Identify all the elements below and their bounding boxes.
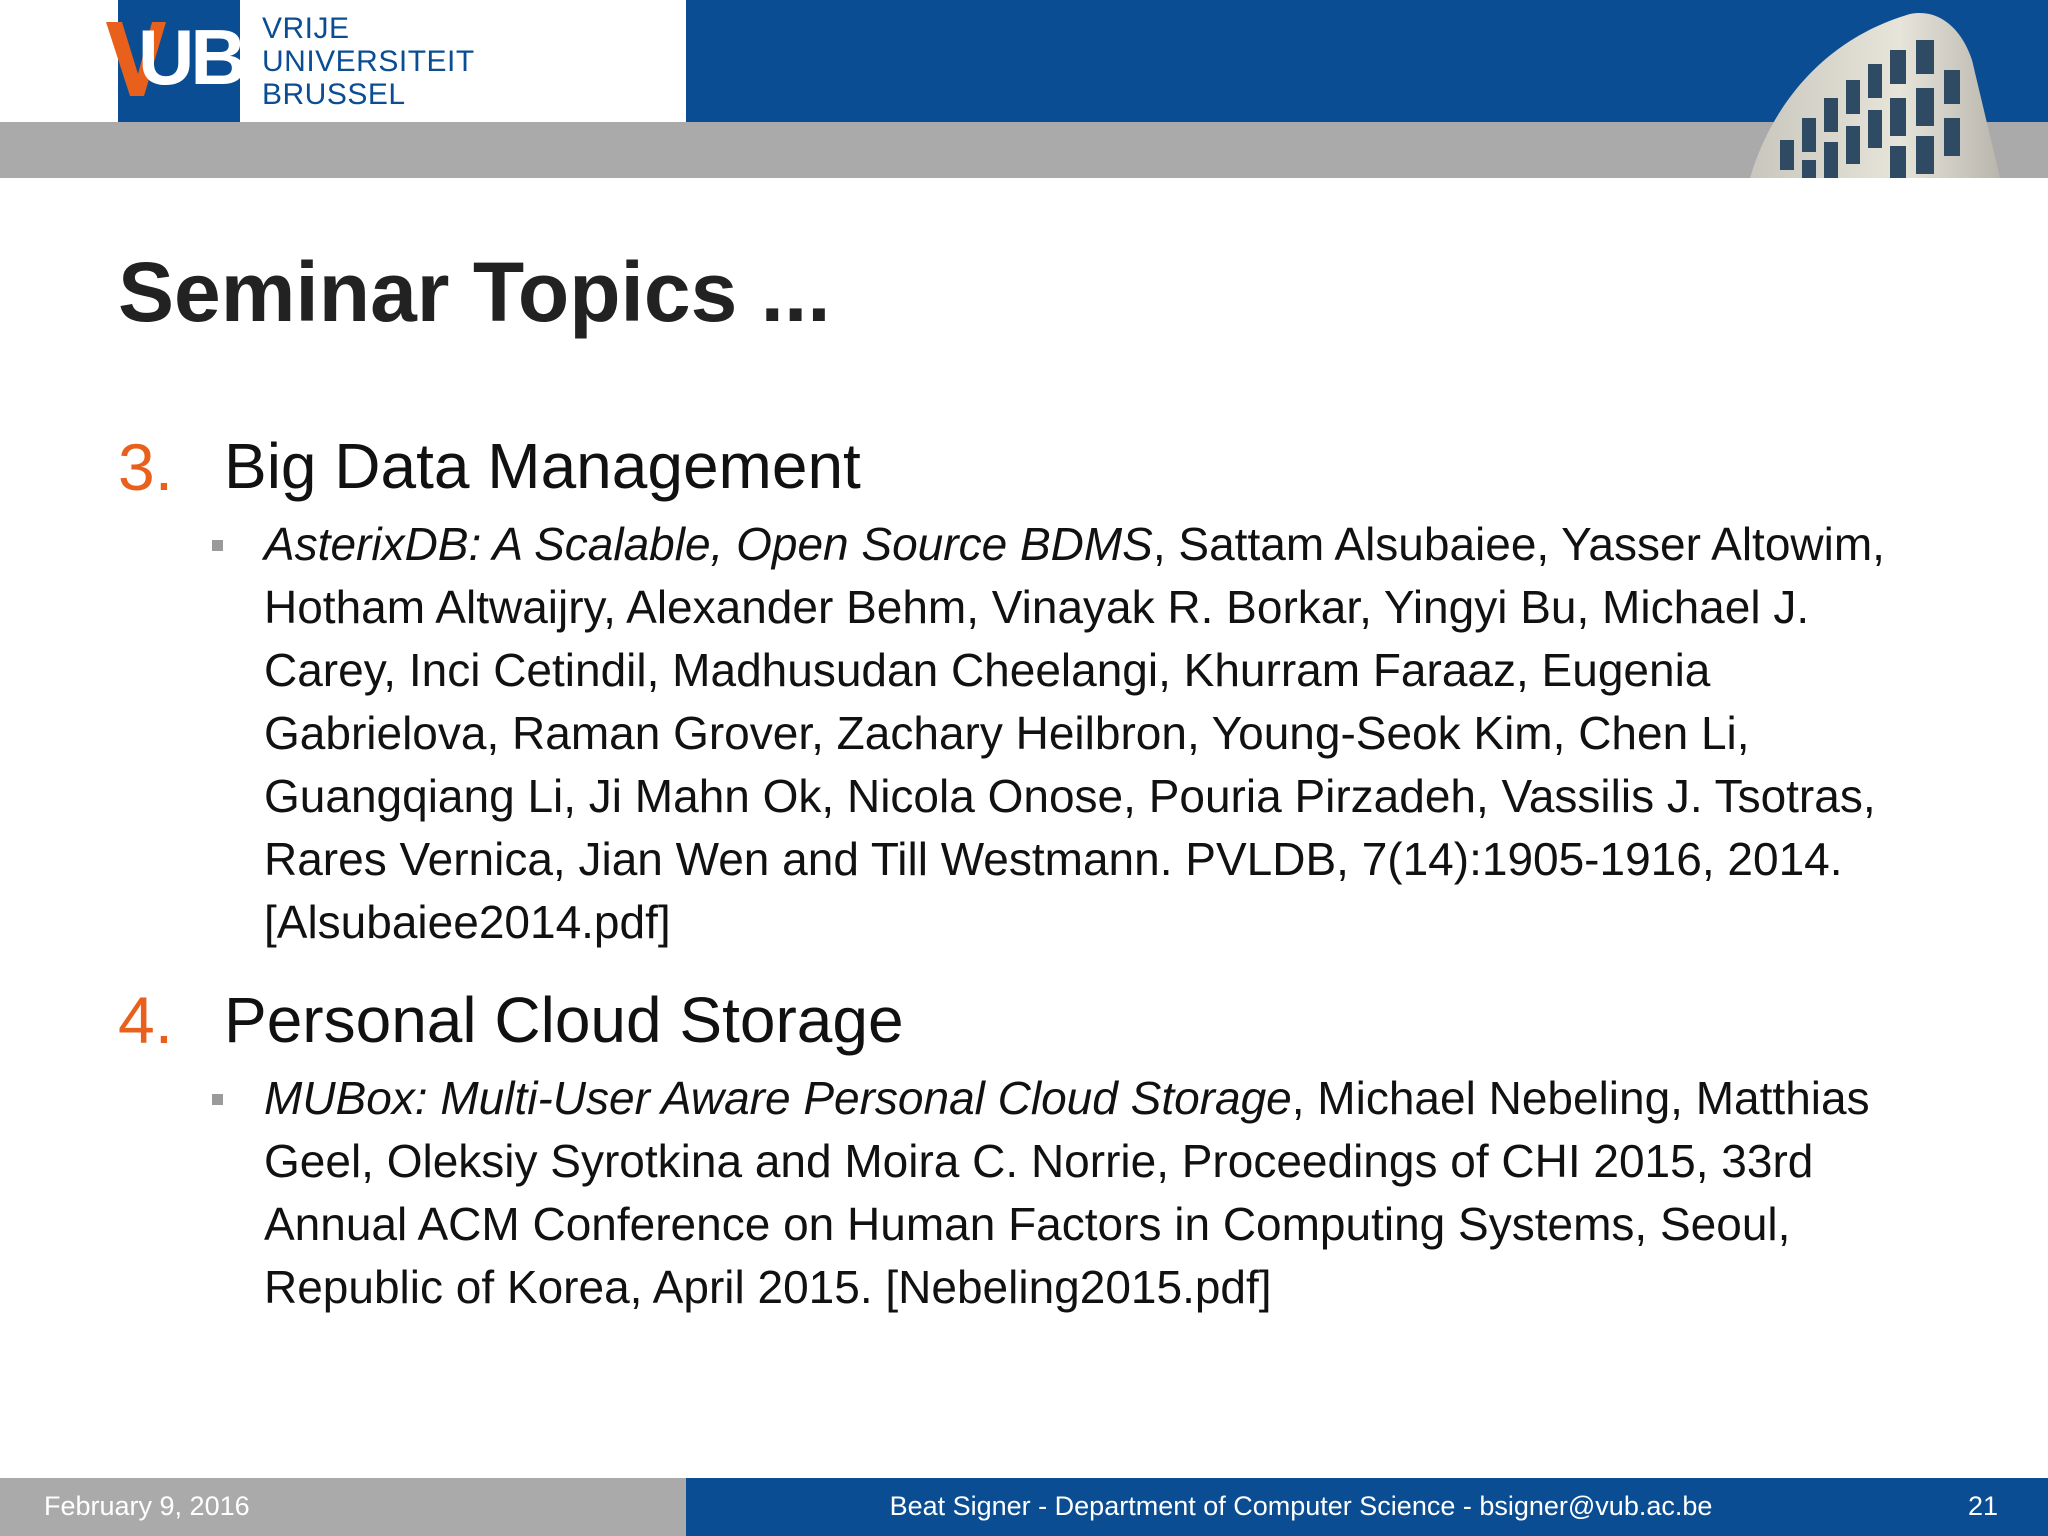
university-name-line-2: UNIVERSITEIT — [262, 45, 475, 78]
bullet-square-icon — [212, 540, 223, 551]
topic-number: 3. — [118, 430, 174, 504]
reference-title: AsterixDB: A Scalable, Open Source BDMS — [264, 518, 1153, 570]
slide-title: Seminar Topics ... — [118, 245, 831, 339]
reference-details: , Sattam Alsubaiee, Yasser Altowim, Hotham Altwaijry, Alexander Behm, Vinayak R. Borkar, Yingyi Bu, Michael J. Carey, Inci Cetindil, Madhusudan Cheelangi, Khurram Faraaz, Eugenia Gabrielova, Raman Grover, Zachary Heilbron, Young-Seok Kim, Chen Li, Guangqiang Li, Ji Mahn Ok, Nicola Onose, Pouria Pirzadeh, Vassilis J. Tsotras, Rares Vernica, Jian Wen and Till Westmann. PVLDB, 7(14):1905-1916, 2014. [Alsubaiee2014.pdf] — [264, 518, 1885, 948]
topic-heading: Big Data Management — [224, 430, 861, 502]
reference-entry — [264, 1067, 1904, 1319]
footer-date: February 9, 2016 — [44, 1491, 250, 1521]
logo-letters: UB — [138, 13, 243, 101]
footer-author: Beat Signer - Department of Computer Science - bsigner@vub.ac.be — [889, 1491, 1713, 1521]
bullet-square-icon — [212, 1094, 223, 1105]
building-photo-icon — [1740, 0, 2000, 178]
topic-heading: Personal Cloud Storage — [224, 984, 904, 1056]
university-name — [262, 12, 475, 111]
reference-details: , Michael Nebeling, Matthias Geel, Oleksiy Syrotkina and Moira C. Norrie, Proceedings of CHI 2015, 33rd Annual ACM Conference on Human Factors in Computing Systems, Seoul, Republic of Korea, April 2015. [Nebeling2015.pdf] — [264, 1072, 1870, 1313]
page-number: 21 — [1967, 1491, 1998, 1521]
reference-entry — [264, 513, 1904, 954]
university-name-line-3: BRUSSEL — [262, 78, 406, 111]
reference-title: MUBox: Multi-User Aware Personal Cloud Storage — [264, 1072, 1292, 1124]
topic-number: 4. — [118, 983, 174, 1057]
university-name-line-1: VRIJE — [262, 12, 350, 45]
